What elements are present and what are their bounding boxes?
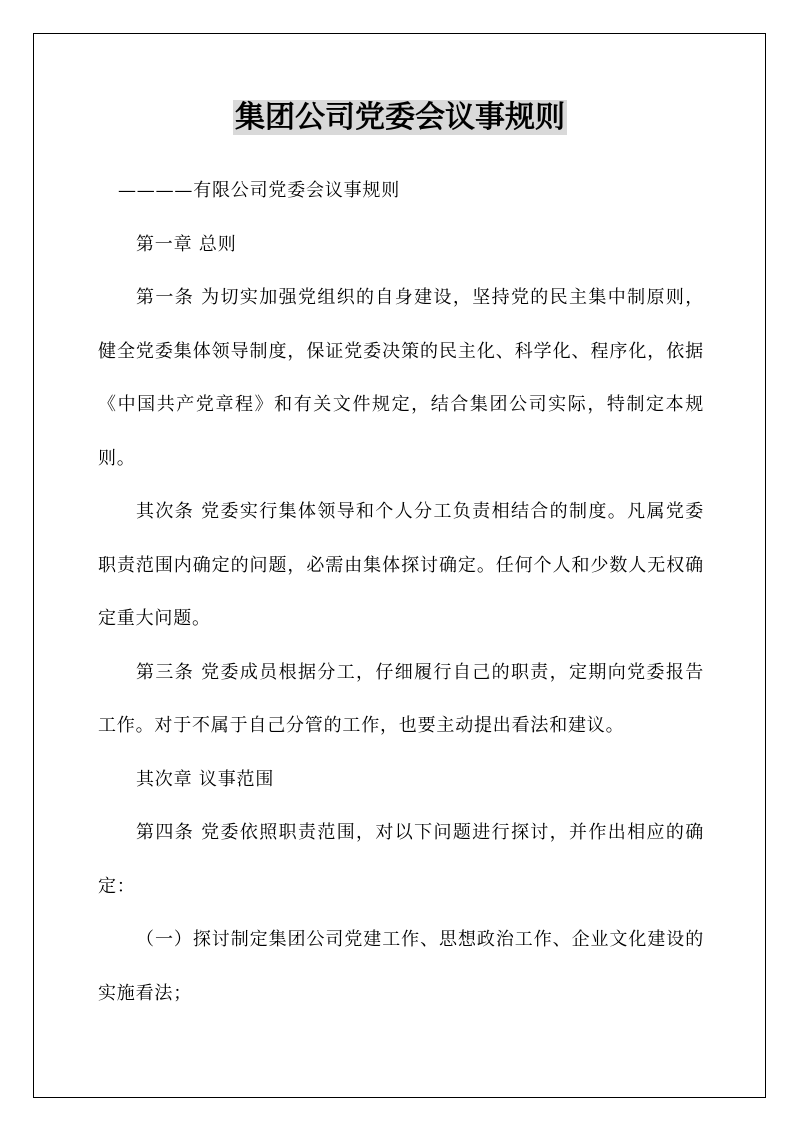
- document-body: [98, 164, 704, 1020]
- article-3-paragraph: 第三条 党委成员根据分工，仔细履行自己的职责，定期向党委报告工作。对于不属于自己分管的工作，也要主动提出看法和建议。: [98, 661, 704, 736]
- document-title: [0, 98, 800, 138]
- article-4-paragraph: 第四条 党委依照职责范围，对以下问题进行探讨，并作出相应的确定：: [98, 822, 704, 897]
- list-item-1: （一）探讨制定集团公司党建工作、思想政治工作、企业文化建设的实施看法；: [98, 929, 704, 1004]
- document-subtitle: ————有限公司党委会议事规则: [118, 180, 400, 201]
- document-title-text: 集团公司党委会议事规则: [235, 100, 565, 135]
- chapter-heading-1: 第一章 总则: [136, 233, 237, 255]
- chapter-heading-2: 其次章 议事范围: [136, 768, 275, 790]
- article-1-paragraph: 第一条 为切实加强党组织的自身建设，坚持党的民主集中制原则，健全党委集体领导制度，保证党委决策的民主化、科学化、程序化，依据《中国共产党章程》和有关文件规定，结合集团公司实际，特制定本规则。: [98, 287, 704, 469]
- article-2-paragraph: 其次条 党委实行集体领导和个人分工负责相结合的制度。凡属党委职责范围内确定的问题，必需由集体探讨确定。任何个人和少数人无权确定重大问题。: [98, 501, 704, 629]
